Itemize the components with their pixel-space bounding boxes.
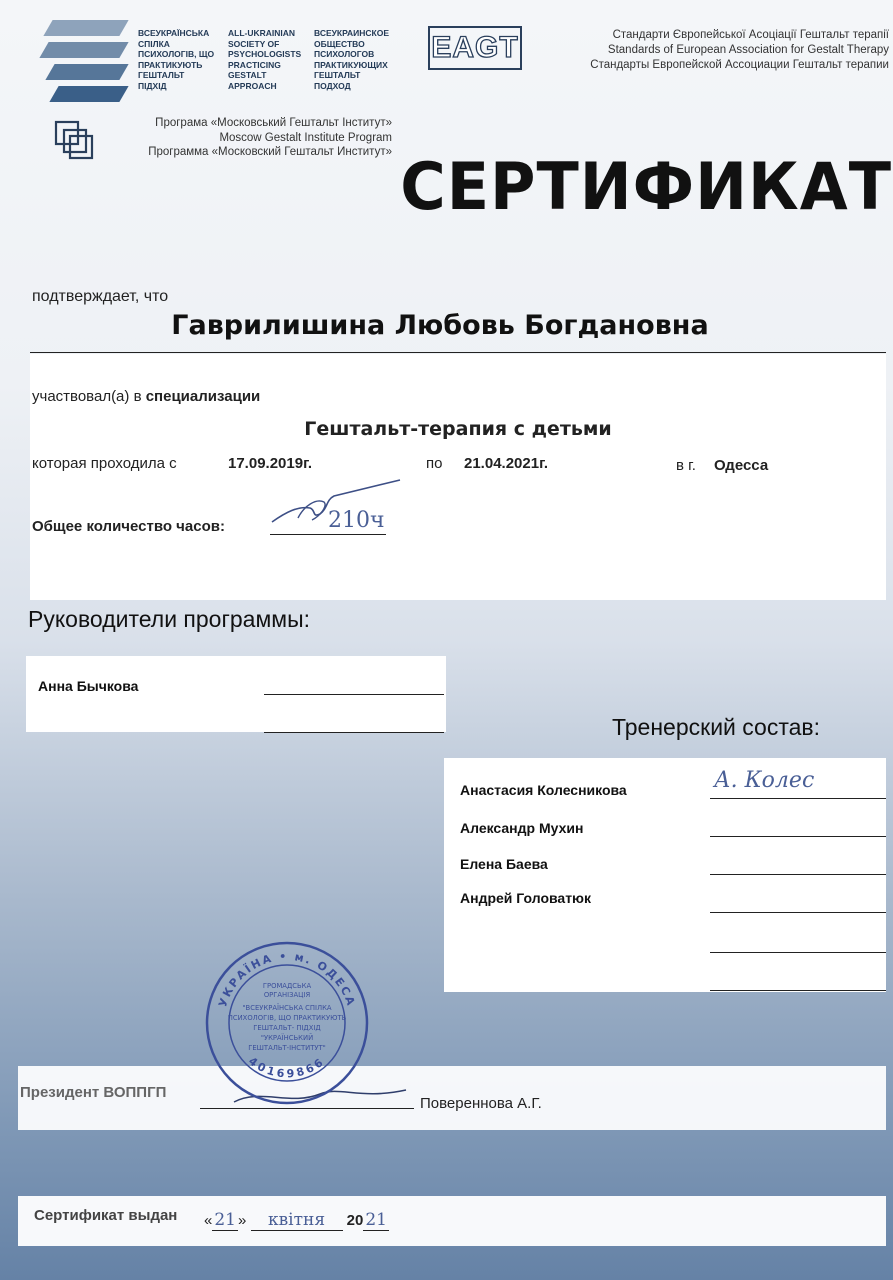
trainer-signature-line <box>710 990 886 991</box>
certificate-title: СЕРТИФИКАТ <box>400 148 892 225</box>
trainer-name: Анастасия Колесникова <box>460 782 627 798</box>
name-underline <box>30 352 886 353</box>
program-line: Програма «Московський Гештальт Інститут» <box>155 117 392 129</box>
issued-month: квітня <box>251 1210 343 1231</box>
org-ua-line: ПРАКТИКУЮТЬ <box>138 59 203 70</box>
issued-year-prefix: 20 <box>346 1212 364 1229</box>
stamp-code: 40169866 <box>246 1054 328 1081</box>
issued-date: « 21 » квітня 20 21 <box>204 1210 387 1230</box>
participation-text <box>32 388 260 405</box>
leader-signature-line <box>264 694 444 695</box>
city-prefix: в г. <box>676 457 696 474</box>
stamp-line: ПСИХОЛОГІВ, ЩО ПРАКТИКУЮТЬ <box>227 1014 347 1022</box>
org-ru-line: ПСИХОЛОГОВ <box>314 49 375 59</box>
confirms-text: подтверждает, что <box>32 288 169 305</box>
stamp-line: ОРГАНІЗАЦІЯ <box>263 991 311 999</box>
president-label: Президент ВОППГП <box>20 1084 167 1101</box>
org-en-line: APPROACH <box>228 80 277 91</box>
date-to: 21.04.2021г. <box>464 455 548 472</box>
org-name-en <box>228 28 301 91</box>
leader-name: Анна Бычкова <box>38 678 139 694</box>
leader-signature-line-2 <box>264 732 444 733</box>
org-en-line: SOCIETY OF <box>228 38 280 49</box>
trainer-signature-line <box>710 952 886 953</box>
svg-text:40169866 <box>246 1054 328 1080</box>
org-en-line: GESTALT <box>228 70 267 80</box>
eagt-standards <box>549 28 889 73</box>
program-line: Программа «Московский Гештальт Институт» <box>148 146 392 158</box>
issued-year-suffix: 21 <box>365 1210 387 1230</box>
trainer-signature-line <box>710 912 886 913</box>
org-ru-line: ГЕШТАЛЬТ <box>314 70 361 80</box>
stamp-line: ГЕШТАЛЬТ-ІНСТИТУТ" <box>248 1044 326 1052</box>
program-line: Moscow Gestalt Institute Program <box>219 131 392 144</box>
issued-label: Сертификат выдан <box>34 1207 178 1224</box>
dates-prefix: которая проходила с <box>32 455 177 472</box>
trainer-signature: А. Колес <box>714 768 815 793</box>
moscow-gestalt-institute-logo-icon <box>54 120 94 160</box>
org-ru-line: ОБЩЕСТВО <box>314 38 365 49</box>
president-name: Повереннова А.Г. <box>420 1095 542 1112</box>
stamp-line: ГЕШТАЛЬТ- ПІДХІД <box>253 1024 321 1032</box>
trainers-title: Тренерский состав: <box>612 714 820 740</box>
eagt-logo: EAGT <box>428 26 522 70</box>
stamp-line: "УКРАЇНСЬКИЙ <box>260 1034 314 1042</box>
org-name-ua <box>138 28 214 91</box>
org-ua-line: ПІДХІД <box>138 80 167 91</box>
trainer-signature-line <box>710 798 886 799</box>
org-en-line: ALL-UKRAINIAN <box>228 28 296 38</box>
city-name: Одесса <box>714 457 769 474</box>
hours-handwritten: 210ч <box>328 508 385 533</box>
recipient-name: Гаврилишина Любовь Богдановна <box>171 310 709 341</box>
org-en-line: PRACTICING <box>228 59 281 70</box>
date-from: 17.09.2019г. <box>228 455 312 472</box>
standards-line: Standards of European Association for Gestalt Therapy <box>607 44 889 56</box>
issued-day: 21 <box>214 1210 236 1230</box>
org-ua-line: ВСЕУКРАЇНСЬКА <box>138 28 210 38</box>
standards-line: Стандарты Европейской Ассоциации Гештальт терапии <box>590 59 889 71</box>
association-logo-icon <box>44 18 128 110</box>
org-ua-line: ГЕШТАЛЬТ <box>138 70 185 80</box>
org-ru-line: ВСЕУКРАИНСКОЕ <box>314 28 390 38</box>
org-ua-line: ПСИХОЛОГІВ, ЩО <box>138 49 215 59</box>
course-name: Гештальт-терапия с детьми <box>304 418 612 440</box>
standards-line: Стандарти Європейської Асоціації Гештальт терапії <box>612 29 889 41</box>
stamp-line: ГРОМАДСЬКА <box>262 982 312 990</box>
participation-prefix: участвовал(а) в <box>32 388 142 405</box>
org-ru-line: ПРАКТИКУЮЩИХ <box>314 59 388 70</box>
org-ua-line: СПІЛКА <box>138 38 170 49</box>
organization-stamp <box>204 940 370 1106</box>
trainer-name: Елена Баева <box>460 856 548 872</box>
stamp-ring-top: УКРАЇНА • м. ОДЕСА <box>216 949 358 1009</box>
trainer-signature-line <box>710 874 886 875</box>
trainer-signature-line <box>710 836 886 837</box>
trainer-name: Андрей Головатюк <box>460 890 592 906</box>
leaders-title: Руководители программы: <box>28 606 310 632</box>
hours-label: Общее количество часов: <box>32 518 225 535</box>
stamp-line: "ВСЕУКРАЇНСЬКА СПІЛКА <box>242 1004 332 1012</box>
participation-type: специализации <box>145 388 261 405</box>
trainer-name: Александр Мухин <box>460 820 584 836</box>
org-ru-line: ПОДХОД <box>314 80 351 91</box>
org-en-line: PSYCHOLOGISTS <box>228 49 302 59</box>
org-name-ru <box>314 28 389 91</box>
date-to-label: по <box>426 455 443 472</box>
program-names <box>100 116 392 160</box>
